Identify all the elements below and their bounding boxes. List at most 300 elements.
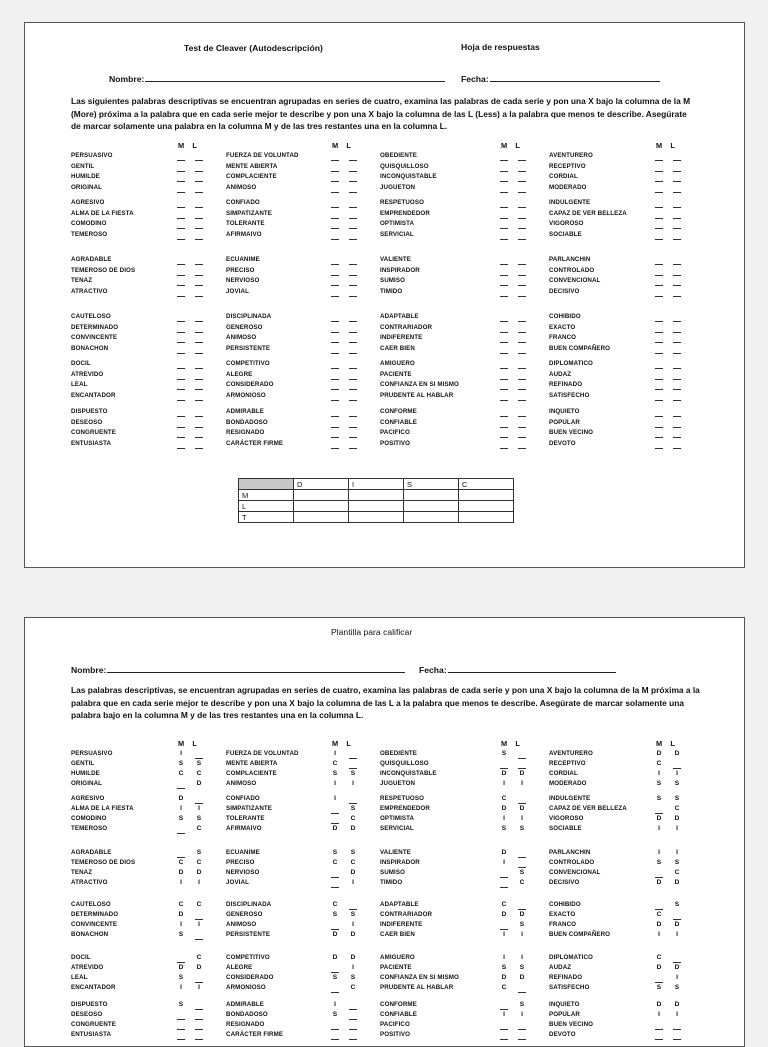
mark-l-slot[interactable] <box>195 439 203 449</box>
mark-m-slot[interactable] <box>177 198 185 208</box>
mark-l-slot[interactable] <box>518 151 526 161</box>
mark-m-slot <box>331 804 339 814</box>
mark-m-slot[interactable] <box>655 428 663 438</box>
mark-l-slot[interactable] <box>673 198 681 208</box>
mark-l-slot <box>518 858 526 868</box>
mark-l-slot: I <box>676 974 678 982</box>
mark-l-slot[interactable] <box>518 209 526 219</box>
mark-l-slot[interactable] <box>349 370 357 380</box>
mark-m-slot[interactable] <box>655 323 663 333</box>
mark-l-slot: I <box>676 849 678 856</box>
mark-m-slot[interactable] <box>655 359 663 369</box>
mark-l-slot[interactable] <box>673 183 681 193</box>
mark-l-slot[interactable] <box>518 162 526 172</box>
score-header-d: D <box>294 479 349 490</box>
word-item: NERVIOSO <box>226 277 260 285</box>
mark-m-slot[interactable] <box>655 370 663 380</box>
mark-m-slot[interactable] <box>331 312 339 322</box>
mark-m-slot[interactable] <box>655 439 663 449</box>
mark-l-slot[interactable] <box>518 287 526 297</box>
mark-m-slot: I <box>334 1001 336 1008</box>
word-item: MODERADO <box>549 780 587 788</box>
name-line[interactable] <box>107 664 405 673</box>
score-cell[interactable] <box>349 490 404 501</box>
name-field[interactable] <box>109 73 445 84</box>
word-item: DOCIL <box>71 360 91 367</box>
word-item: AGRESIVO <box>71 795 105 802</box>
sheet-title: Test de Cleaver (Autodescripción) <box>184 43 323 53</box>
mark-l-slot: S <box>350 849 356 856</box>
word-item: ADAPTABLE <box>380 313 419 320</box>
mark-l-slot[interactable] <box>195 391 203 401</box>
mark-l-slot[interactable] <box>518 172 526 182</box>
mark-m-slot[interactable] <box>177 312 185 322</box>
mark-m-slot[interactable] <box>655 380 663 390</box>
mark-m-slot[interactable] <box>500 172 508 182</box>
mark-m-slot: C <box>501 984 507 992</box>
mark-m-slot[interactable] <box>331 183 339 193</box>
score-cell[interactable] <box>349 512 404 523</box>
mark-m-slot: I <box>180 879 182 887</box>
mark-m-slot[interactable] <box>331 359 339 369</box>
mark-l-slot[interactable] <box>518 439 526 449</box>
word-item: FRANCO <box>549 921 577 929</box>
mark-m-slot <box>655 804 663 814</box>
mark-l-slot: D <box>350 954 356 961</box>
mark-m-slot[interactable] <box>331 323 339 333</box>
mark-m-slot[interactable] <box>500 276 508 286</box>
mark-l-slot[interactable] <box>195 230 203 240</box>
mark-l-slot[interactable] <box>349 266 357 276</box>
column-head-ml <box>501 141 520 150</box>
date-field[interactable] <box>419 664 616 675</box>
word-item: ECUANIME <box>226 256 260 263</box>
mark-l-slot[interactable] <box>195 312 203 322</box>
mark-m-slot[interactable] <box>500 183 508 193</box>
word-item: BUEN COMPAÑERO <box>549 344 611 352</box>
mark-l-slot[interactable] <box>349 287 357 297</box>
mark-l-slot[interactable] <box>673 344 681 354</box>
score-cell[interactable] <box>459 490 514 501</box>
date-field[interactable] <box>461 73 660 84</box>
mark-l-slot[interactable] <box>673 333 681 343</box>
mark-l-slot[interactable] <box>518 391 526 401</box>
word-item: REFINADO <box>549 974 583 982</box>
mark-l-slot[interactable] <box>518 230 526 240</box>
mark-m-slot[interactable] <box>500 230 508 240</box>
date-line[interactable] <box>490 73 660 82</box>
mark-m-slot[interactable] <box>500 428 508 438</box>
mark-l-slot[interactable] <box>673 266 681 276</box>
mark-m-slot[interactable] <box>177 439 185 449</box>
mark-m-slot[interactable] <box>177 219 185 229</box>
word-item: SUMISO <box>380 277 406 285</box>
mark-l-slot[interactable] <box>349 183 357 193</box>
mark-l-slot[interactable] <box>195 198 203 208</box>
mark-l-slot: I <box>676 770 678 778</box>
mark-l-slot[interactable] <box>673 255 681 265</box>
mark-m-slot: C <box>332 760 338 768</box>
mark-m-slot[interactable] <box>500 209 508 219</box>
mark-l-slot[interactable] <box>518 266 526 276</box>
mark-l-slot[interactable] <box>673 287 681 297</box>
word-item: VIGOROSO <box>549 815 584 823</box>
mark-m-slot[interactable] <box>655 230 663 240</box>
mark-l-slot[interactable] <box>673 407 681 417</box>
mark-l-slot[interactable] <box>349 439 357 449</box>
mark-m-slot: D <box>332 825 338 833</box>
mark-l-slot[interactable] <box>518 407 526 417</box>
word-item: DISPUESTO <box>71 1001 108 1008</box>
mark-l-slot[interactable] <box>349 344 357 354</box>
mark-l-slot[interactable] <box>518 418 526 428</box>
word-item: COMPETITIVO <box>226 360 270 367</box>
score-cell[interactable] <box>404 501 459 512</box>
mark-m-slot[interactable] <box>331 439 339 449</box>
mark-l-slot[interactable] <box>673 209 681 219</box>
word-item: PARLANCHIN <box>549 256 591 263</box>
mark-m-slot <box>655 1020 663 1030</box>
word-item: RESPETUOSO <box>380 795 424 802</box>
mark-m-slot[interactable] <box>331 266 339 276</box>
mark-m-slot[interactable] <box>655 287 663 297</box>
mark-l-slot[interactable] <box>195 266 203 276</box>
mark-m-slot[interactable] <box>500 359 508 369</box>
mark-m-slot[interactable] <box>655 219 663 229</box>
score-cell[interactable] <box>404 512 459 523</box>
mark-l-slot[interactable] <box>349 255 357 265</box>
mark-l-slot[interactable] <box>673 380 681 390</box>
score-cell[interactable] <box>294 512 349 523</box>
mark-m-slot[interactable] <box>177 287 185 297</box>
word-item: DOCIL <box>71 954 91 961</box>
mark-l-slot[interactable] <box>349 172 357 182</box>
mark-m-slot <box>331 1030 339 1040</box>
mark-l-slot[interactable] <box>195 209 203 219</box>
mark-m-slot: S <box>501 964 507 972</box>
word-item: INCONQUISTABLE <box>380 770 437 778</box>
mark-m-slot[interactable] <box>177 428 185 438</box>
mark-m-slot[interactable] <box>331 391 339 401</box>
mark-m-slot[interactable] <box>331 172 339 182</box>
mark-l-slot[interactable] <box>518 323 526 333</box>
mark-l-slot[interactable] <box>195 162 203 172</box>
score-table <box>238 478 514 523</box>
score-row-l <box>239 501 514 512</box>
mark-m-slot[interactable] <box>655 183 663 193</box>
mark-m-slot[interactable] <box>331 418 339 428</box>
mark-m-slot[interactable] <box>500 266 508 276</box>
word-item: PACIENTE <box>380 964 412 972</box>
mark-l-slot[interactable] <box>518 370 526 380</box>
mark-l-slot[interactable] <box>349 359 357 369</box>
mark-m-slot[interactable] <box>177 391 185 401</box>
mark-m-slot <box>500 878 508 888</box>
mark-m-slot[interactable] <box>500 162 508 172</box>
mark-l-slot[interactable] <box>195 151 203 161</box>
mark-l-slot[interactable] <box>195 287 203 297</box>
mark-m-slot[interactable] <box>331 151 339 161</box>
mark-m-slot[interactable] <box>500 151 508 161</box>
word-item: CONTRARIADOR <box>380 323 433 331</box>
mark-m-slot[interactable] <box>500 370 508 380</box>
date-line[interactable] <box>448 664 616 673</box>
mark-l-slot[interactable] <box>349 151 357 161</box>
mark-l-slot[interactable] <box>518 198 526 208</box>
mark-m-slot[interactable] <box>177 407 185 417</box>
word-item: TENAZ <box>71 869 93 877</box>
mark-m-slot[interactable] <box>500 380 508 390</box>
mark-m-slot[interactable] <box>331 380 339 390</box>
mark-m-slot[interactable] <box>655 333 663 343</box>
mark-m-slot[interactable] <box>331 428 339 438</box>
mark-l-slot[interactable] <box>195 183 203 193</box>
mark-m-slot[interactable] <box>177 418 185 428</box>
mark-m-slot[interactable] <box>331 219 339 229</box>
mark-m-slot[interactable] <box>177 370 185 380</box>
mark-m-slot[interactable] <box>331 333 339 343</box>
mark-m-slot[interactable] <box>500 418 508 428</box>
mark-m-slot[interactable] <box>177 323 185 333</box>
mark-l-slot[interactable] <box>349 418 357 428</box>
word-item: ENCANTADOR <box>71 984 116 992</box>
word-item: DEVOTO <box>549 439 576 447</box>
mark-m-slot <box>655 868 663 878</box>
mark-l-slot[interactable] <box>673 391 681 401</box>
score-cell[interactable] <box>294 501 349 512</box>
mark-m-slot[interactable] <box>655 266 663 276</box>
mark-m-slot[interactable] <box>655 344 663 354</box>
word-item: ANIMOSO <box>226 334 257 342</box>
mark-l-slot[interactable] <box>673 230 681 240</box>
mark-m-slot[interactable] <box>655 255 663 265</box>
mark-m-slot[interactable] <box>500 407 508 417</box>
mark-m-slot[interactable] <box>177 183 185 193</box>
mark-m-slot[interactable] <box>500 391 508 401</box>
mark-m-slot[interactable] <box>331 255 339 265</box>
mark-m-slot: S <box>656 859 662 867</box>
mark-m-slot[interactable] <box>177 230 185 240</box>
mark-m-slot[interactable] <box>500 219 508 229</box>
mark-l-slot[interactable] <box>518 219 526 229</box>
word-item: ANIMOSO <box>226 780 257 788</box>
mark-m-slot[interactable] <box>177 266 185 276</box>
mark-l-slot <box>518 1030 526 1040</box>
name-label: Nombre: <box>109 74 145 84</box>
mark-l-slot[interactable] <box>518 312 526 322</box>
mark-l-slot[interactable] <box>349 230 357 240</box>
mark-l-slot[interactable] <box>673 370 681 380</box>
mark-l-slot[interactable] <box>673 276 681 286</box>
mark-m-slot[interactable] <box>177 162 185 172</box>
score-cell[interactable] <box>459 501 514 512</box>
mark-l-slot[interactable] <box>673 323 681 333</box>
mark-m-slot[interactable] <box>655 418 663 428</box>
mark-m-slot[interactable] <box>655 209 663 219</box>
mark-m-slot[interactable] <box>331 209 339 219</box>
mark-l-slot[interactable] <box>195 370 203 380</box>
mark-l-slot[interactable] <box>518 333 526 343</box>
mark-l-slot: C <box>196 901 202 908</box>
mark-l-slot[interactable] <box>349 162 357 172</box>
mark-m-slot[interactable] <box>655 151 663 161</box>
mark-l-slot[interactable] <box>673 172 681 182</box>
mark-l-slot[interactable] <box>518 276 526 286</box>
mark-l-slot[interactable] <box>195 323 203 333</box>
mark-l-slot[interactable] <box>349 276 357 286</box>
mark-l-slot[interactable] <box>349 391 357 401</box>
score-row-t <box>239 512 514 523</box>
mark-l-slot[interactable] <box>349 380 357 390</box>
mark-l-slot[interactable] <box>195 418 203 428</box>
mark-m-slot[interactable] <box>331 407 339 417</box>
mark-l-slot[interactable] <box>195 380 203 390</box>
mark-m-slot[interactable] <box>177 151 185 161</box>
mark-l-slot[interactable] <box>673 312 681 322</box>
word-item: GENTIL <box>71 162 95 170</box>
mark-m-slot[interactable] <box>655 162 663 172</box>
word-item: TENAZ <box>71 277 93 285</box>
mark-l-slot[interactable] <box>349 333 357 343</box>
mark-m-slot[interactable] <box>177 359 185 369</box>
mark-l-slot <box>518 759 526 769</box>
mark-m-slot <box>177 1020 185 1030</box>
word-item: SERVICIAL <box>380 825 414 833</box>
word-item: CONTRARIADOR <box>380 911 433 919</box>
mark-l-slot[interactable] <box>349 198 357 208</box>
mark-m-slot: C <box>178 770 184 778</box>
sheet-subtitle: Hoja de respuestas <box>461 42 540 52</box>
score-cell[interactable] <box>294 490 349 501</box>
word-item: ALMA DE LA FIESTA <box>71 805 134 813</box>
mark-m-slot <box>331 983 339 993</box>
mark-m-slot[interactable] <box>655 391 663 401</box>
mark-m-slot[interactable] <box>500 323 508 333</box>
mark-m-slot[interactable] <box>500 312 508 322</box>
mark-m-slot[interactable] <box>177 255 185 265</box>
word-item: LEAL <box>71 381 88 389</box>
mark-m-slot[interactable] <box>331 276 339 286</box>
mark-m-slot[interactable] <box>177 172 185 182</box>
score-row-label: T <box>239 512 294 523</box>
mark-l-slot[interactable] <box>518 255 526 265</box>
mark-m-slot: D <box>178 964 184 972</box>
word-item: CONFORME <box>380 408 417 415</box>
mark-l-slot[interactable] <box>195 219 203 229</box>
mark-l-slot: I <box>676 931 678 939</box>
word-item: COHIBIDO <box>549 901 581 908</box>
name-field[interactable] <box>71 664 405 675</box>
mark-m-slot[interactable] <box>500 333 508 343</box>
word-item: COMODINO <box>71 815 107 823</box>
mark-l-slot[interactable] <box>349 407 357 417</box>
mark-l-slot[interactable] <box>349 323 357 333</box>
mark-m-slot[interactable] <box>331 287 339 297</box>
mark-m-slot: D <box>501 849 507 856</box>
mark-l-slot[interactable] <box>673 428 681 438</box>
word-item: SOCIABLE <box>549 825 582 833</box>
mark-l-slot: S <box>674 780 680 788</box>
mark-l-slot[interactable] <box>673 359 681 369</box>
mark-m-slot: S <box>332 1011 338 1019</box>
mark-m-slot[interactable] <box>500 198 508 208</box>
mark-m-slot: D <box>656 921 662 929</box>
word-item: CONFIADO <box>226 795 260 802</box>
mark-m-slot[interactable] <box>177 344 185 354</box>
word-item: AMIGUERO <box>380 954 415 961</box>
mark-m-slot[interactable] <box>500 344 508 354</box>
score-cell[interactable] <box>459 512 514 523</box>
mark-l-slot[interactable] <box>673 162 681 172</box>
mark-l-slot[interactable] <box>673 439 681 449</box>
mark-m-slot[interactable] <box>177 276 185 286</box>
mark-m-slot[interactable] <box>655 276 663 286</box>
mark-m-slot[interactable] <box>655 407 663 417</box>
mark-m-slot: D <box>656 815 662 823</box>
mark-l-slot[interactable] <box>195 333 203 343</box>
word-item: INSPIRADOR <box>380 859 420 867</box>
mark-m-slot[interactable] <box>500 439 508 449</box>
score-header-cell <box>239 479 294 490</box>
mark-m-slot[interactable] <box>331 230 339 240</box>
mark-l-slot[interactable] <box>195 359 203 369</box>
mark-l-slot[interactable] <box>195 276 203 286</box>
mark-l-slot[interactable] <box>349 219 357 229</box>
mark-m-slot[interactable] <box>177 333 185 343</box>
mark-l-slot[interactable] <box>195 428 203 438</box>
score-cell[interactable] <box>349 501 404 512</box>
mark-l-slot[interactable] <box>195 407 203 417</box>
mark-l-slot[interactable] <box>518 183 526 193</box>
mark-m-slot[interactable] <box>177 380 185 390</box>
mark-m-slot[interactable] <box>331 370 339 380</box>
word-item: EXACTO <box>549 911 576 919</box>
mark-l-slot[interactable] <box>673 151 681 161</box>
mark-l-slot[interactable] <box>349 312 357 322</box>
word-item: EMPRENDEDOR <box>380 209 430 217</box>
mark-m-slot[interactable] <box>331 198 339 208</box>
mark-m-slot[interactable] <box>331 162 339 172</box>
mark-l-slot[interactable] <box>673 219 681 229</box>
mark-l-slot[interactable] <box>518 428 526 438</box>
word-item: TEMEROSO DE DIOS <box>71 859 136 867</box>
mark-l-slot[interactable] <box>349 428 357 438</box>
mark-l-slot[interactable] <box>673 418 681 428</box>
score-cell[interactable] <box>404 490 459 501</box>
mark-m-slot: C <box>178 901 184 908</box>
word-item: BUEN VECINO <box>549 429 594 437</box>
mark-m-slot[interactable] <box>500 255 508 265</box>
mark-l-slot: S <box>519 869 525 877</box>
mark-m-slot[interactable] <box>655 172 663 182</box>
mark-l-slot[interactable] <box>518 380 526 390</box>
mark-m-slot[interactable] <box>655 312 663 322</box>
mark-m-slot: I <box>658 849 660 856</box>
mark-l-slot[interactable] <box>195 255 203 265</box>
mark-m-slot[interactable] <box>655 198 663 208</box>
mark-l-slot[interactable] <box>195 172 203 182</box>
mark-l-slot[interactable] <box>518 344 526 354</box>
mark-l-slot[interactable] <box>195 344 203 354</box>
mark-l-slot[interactable] <box>518 359 526 369</box>
mark-l-slot[interactable] <box>349 209 357 219</box>
word-item: PERSISTENTE <box>226 931 271 939</box>
mark-m-slot[interactable] <box>331 344 339 354</box>
mark-l-slot: D <box>519 974 525 982</box>
name-line[interactable] <box>145 73 445 82</box>
mark-m-slot[interactable] <box>177 209 185 219</box>
mark-m-slot[interactable] <box>500 287 508 297</box>
